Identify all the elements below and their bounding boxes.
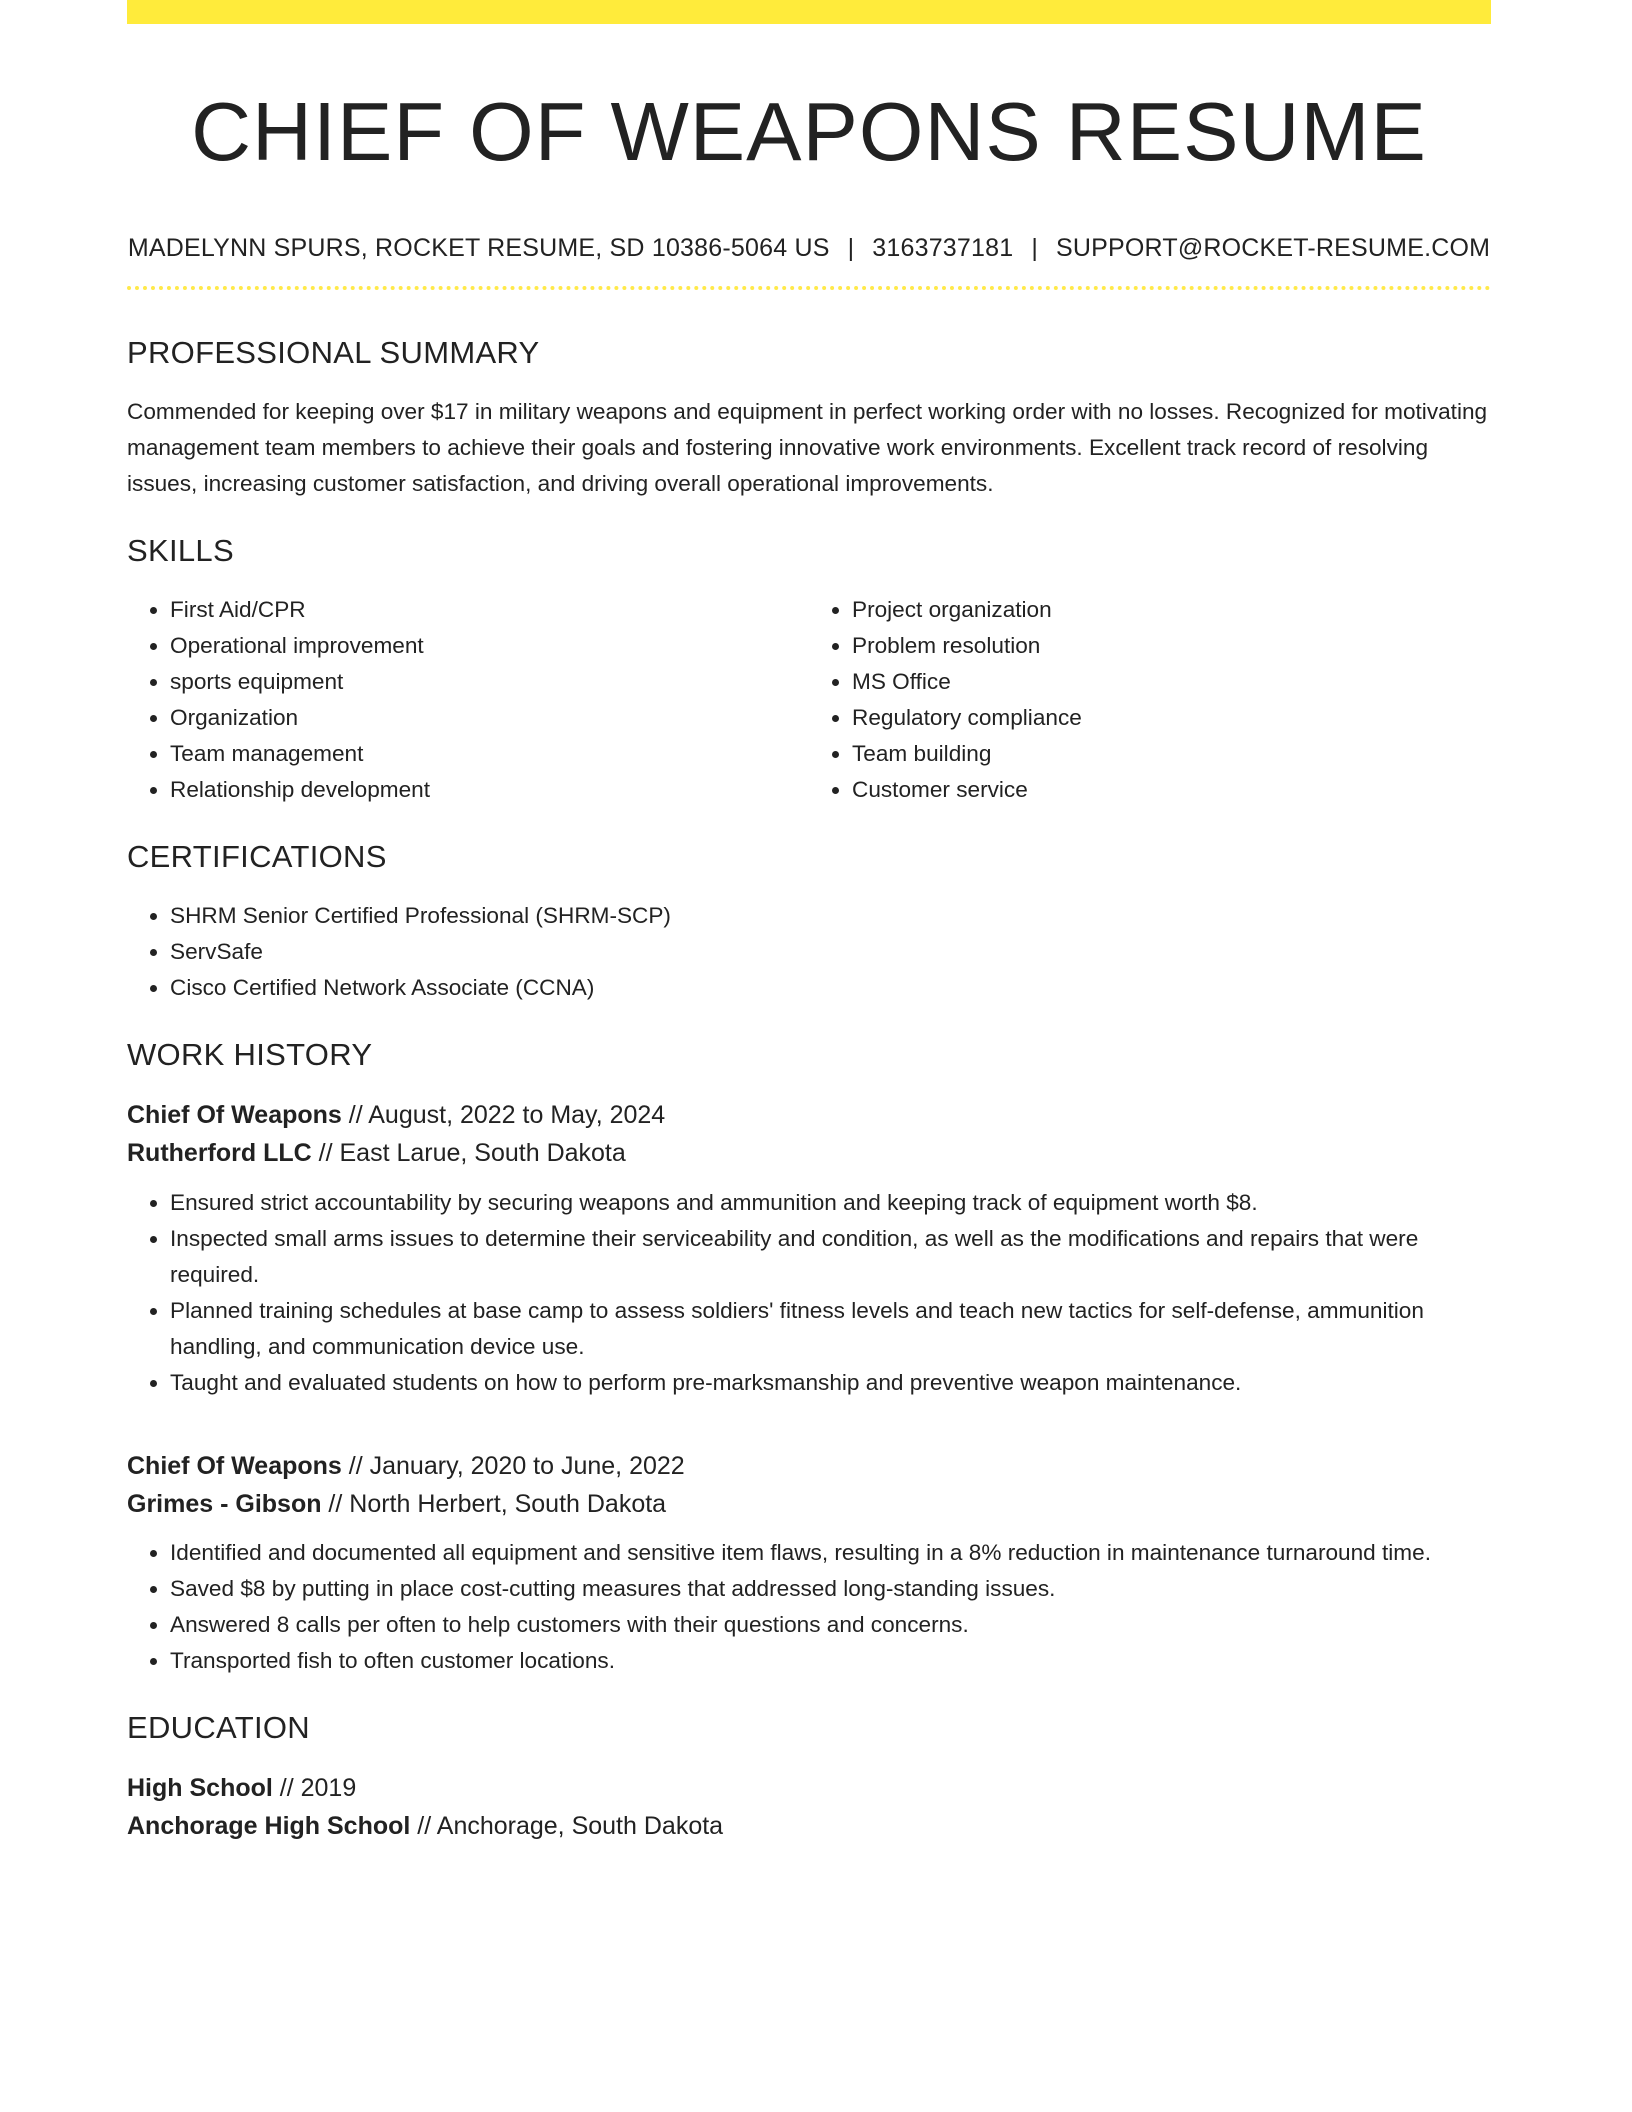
education-entry bbox=[127, 1769, 1491, 1845]
job-title: Chief Of Weapons bbox=[127, 1452, 342, 1480]
job-dates: // January, 2020 to June, 2022 bbox=[341, 1452, 685, 1480]
job-bullet: • Identified and documented all equipment and sensitive item flaws, resulting in a 8% reduction in maintenance turnaround time. bbox=[170, 1535, 1491, 1571]
skill-item: • MS Office bbox=[852, 664, 1491, 700]
work-history-section bbox=[127, 1036, 1491, 1679]
certifications-section bbox=[127, 838, 1491, 1006]
skills-list-left bbox=[127, 592, 809, 808]
education-heading: EDUCATION bbox=[127, 1710, 310, 1745]
contact-email: SUPPORT@ROCKET-RESUME.COM bbox=[1056, 234, 1491, 262]
certifications-heading: CERTIFICATIONS bbox=[127, 839, 387, 874]
contact-line bbox=[127, 232, 1491, 264]
job-bullet: • Transported fish to often customer locations. bbox=[170, 1643, 1491, 1679]
dotted-divider bbox=[127, 286, 1491, 290]
job-bullet: • Planned training schedules at base camp to assess soldiers' fitness levels and teach new tactics for self-defense, ammunition handling, and communication device use. bbox=[170, 1293, 1491, 1365]
education-degree: High School bbox=[127, 1774, 273, 1802]
skills-section bbox=[127, 532, 1491, 808]
resume-title: CHIEF OF WEAPONS RESUME bbox=[191, 85, 1427, 178]
job-title-line bbox=[127, 1447, 1491, 1485]
education-section bbox=[127, 1709, 1491, 1845]
skill-item: • Regulatory compliance bbox=[852, 700, 1491, 736]
job-company: Grimes - Gibson bbox=[127, 1490, 322, 1518]
contact-separator: | bbox=[1031, 234, 1039, 262]
skill-item: • Team building bbox=[852, 736, 1491, 772]
education-school-line bbox=[127, 1807, 1491, 1845]
skill-item: • Relationship development bbox=[170, 772, 809, 808]
job-dates: // August, 2022 to May, 2024 bbox=[341, 1101, 666, 1129]
certification-item: • Cisco Certified Network Associate (CCNA) bbox=[170, 970, 1491, 1006]
job-company-line bbox=[127, 1485, 1491, 1523]
job-bullet: • Taught and evaluated students on how to perform pre-marksmanship and preventive weapon maintenance. bbox=[170, 1365, 1491, 1401]
certifications-list bbox=[127, 898, 1491, 1006]
education-year: // 2019 bbox=[272, 1774, 357, 1802]
job-bullet: • Inspected small arms issues to determine their serviceability and condition, as well as the modifications and repairs that were required. bbox=[170, 1221, 1491, 1293]
skill-item: • Project organization bbox=[852, 592, 1491, 628]
skill-item: • Operational improvement bbox=[170, 628, 809, 664]
job-title-line bbox=[127, 1096, 1491, 1134]
job-company: Rutherford LLC bbox=[127, 1139, 312, 1167]
skill-item: • Customer service bbox=[852, 772, 1491, 808]
job-bullets bbox=[127, 1185, 1491, 1401]
contact-address: MADELYNN SPURS, ROCKET RESUME, SD 10386-5064 US bbox=[127, 234, 830, 262]
job-bullet: • Answered 8 calls per often to help customers with their questions and concerns. bbox=[170, 1607, 1491, 1643]
job-company-line bbox=[127, 1134, 1491, 1172]
contact-separator: | bbox=[847, 234, 855, 262]
skills-heading: SKILLS bbox=[127, 533, 234, 568]
certification-item: • SHRM Senior Certified Professional (SHRM-SCP) bbox=[170, 898, 1491, 934]
skill-item: • sports equipment bbox=[170, 664, 809, 700]
work-history-heading: WORK HISTORY bbox=[127, 1037, 373, 1072]
skill-item: • Problem resolution bbox=[852, 628, 1491, 664]
job-bullet: • Saved $8 by putting in place cost-cutting measures that addressed long-standing issues. bbox=[170, 1571, 1491, 1607]
job-bullets bbox=[127, 1535, 1491, 1679]
contact-phone: 3163737181 bbox=[872, 234, 1014, 262]
certification-item: • ServSafe bbox=[170, 934, 1491, 970]
skill-item: • Team management bbox=[170, 736, 809, 772]
education-degree-line bbox=[127, 1769, 1491, 1807]
summary-section bbox=[127, 334, 1491, 502]
job-entry bbox=[127, 1447, 1491, 1679]
resume-page bbox=[127, 0, 1491, 1845]
skills-list-right bbox=[809, 592, 1491, 808]
skills-columns bbox=[127, 592, 1491, 808]
summary-heading: PROFESSIONAL SUMMARY bbox=[127, 335, 540, 370]
skill-item: • Organization bbox=[170, 700, 809, 736]
job-location: // East Larue, South Dakota bbox=[311, 1139, 626, 1167]
summary-text: Commended for keeping over $17 in military weapons and equipment in perfect working order with no losses. Recognized for motivating management team members to achieve their goals and fostering innovative work environments. Excellent track record of resolving issues, increasing customer satisfaction, and driving overall operational improvements. bbox=[127, 399, 1488, 496]
skill-item: • First Aid/CPR bbox=[170, 592, 809, 628]
job-entry bbox=[127, 1096, 1491, 1401]
education-location: // Anchorage, South Dakota bbox=[410, 1812, 724, 1840]
job-location: // North Herbert, South Dakota bbox=[321, 1490, 667, 1518]
job-bullet: • Ensured strict accountability by securing weapons and ammunition and keeping track of equipment worth $8. bbox=[170, 1185, 1491, 1221]
job-title: Chief Of Weapons bbox=[127, 1101, 342, 1129]
education-school: Anchorage High School bbox=[127, 1812, 411, 1840]
accent-bar bbox=[127, 0, 1491, 24]
